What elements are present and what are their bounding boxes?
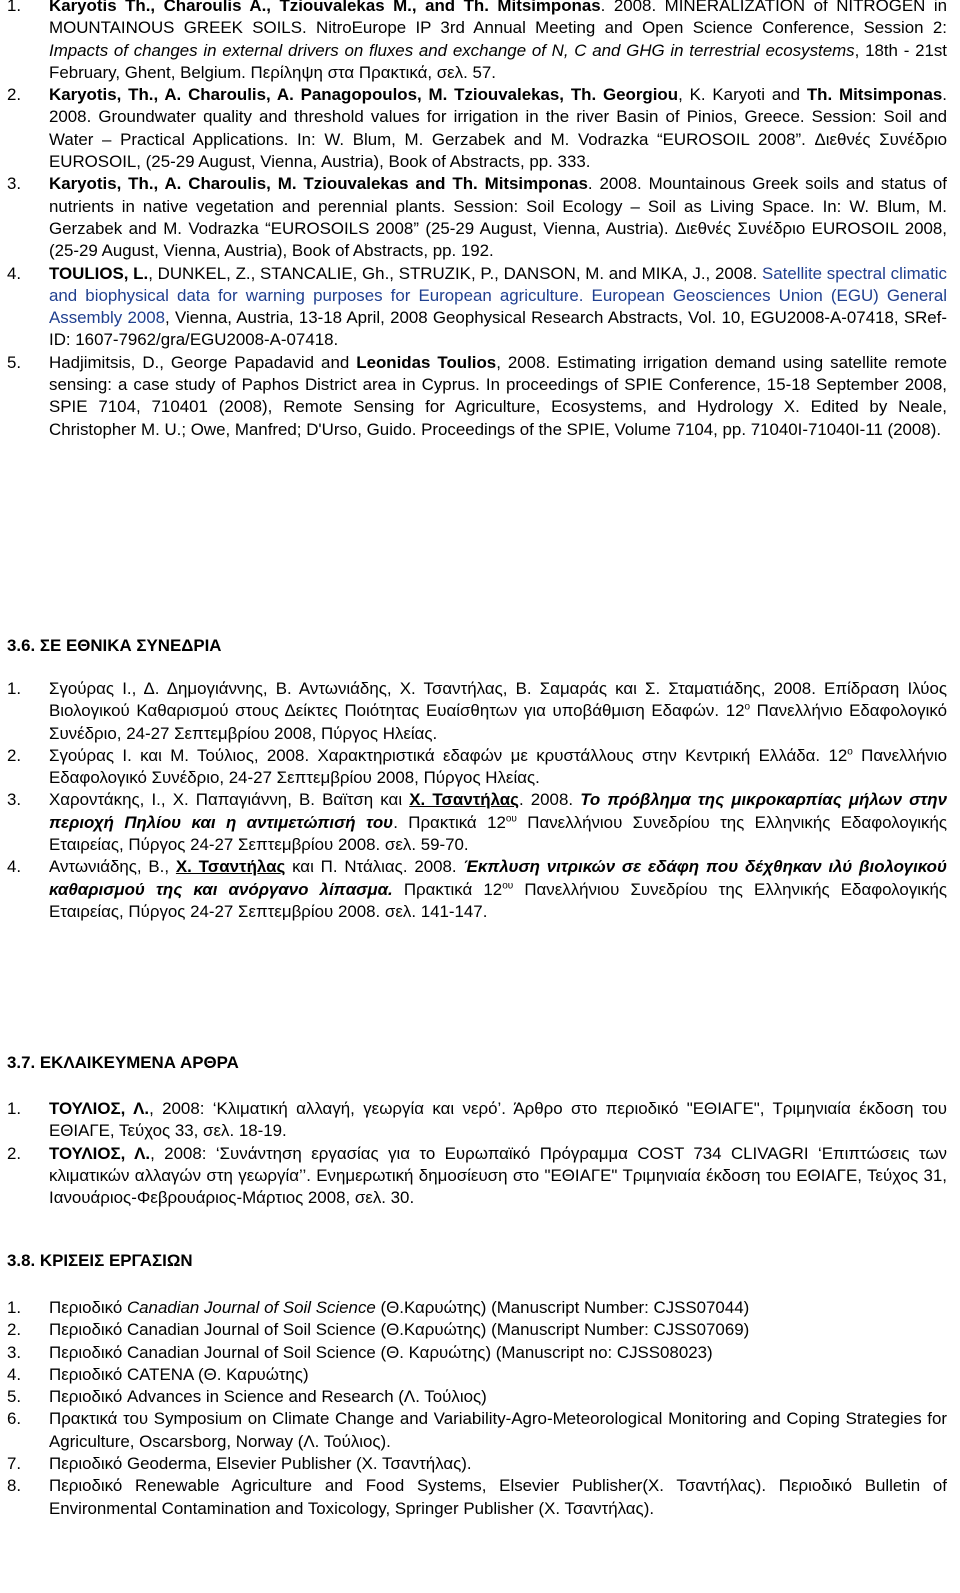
superscript: ο: [744, 701, 751, 713]
list-item: [7, 789, 947, 856]
item-number: 6.: [7, 1409, 22, 1429]
item-year: και Π. Ντάλιας. 2008.: [285, 857, 464, 877]
list-item: [7, 1342, 947, 1364]
item-details: , 2008: ‘Συνάντηση εργασίας για το Ευρωπαϊκό Πρόγραμμα COST 734 CLIVAGRI ‘Επιπτώσεις των κλιματικών αλλαγών στη γεωργία’’. Ενημερωτική δημοσίευση στο "ΕΘΙΑΓΕ" Τριμηνιαία έκδοση του ΕΘΙΑΓΕ, Τεύχος 31, Ιανουάριος-Φεβρουάριος-Μάρτιος 2008, σελ. 30.: [49, 1143, 947, 1208]
item-author: ΤΟΥΛΙΟΣ, Λ.: [49, 1143, 151, 1163]
reviews-list: [7, 1297, 947, 1520]
item-text: Περιοδικό Advances in Science and Research (Λ. Τούλιος): [49, 1387, 487, 1407]
item-title: Satellite spectral climatic and biophysical data for warning purposes for European agriculture.: [49, 263, 947, 305]
item-text: Περιοδικό CATENA (Θ. Καρυώτης): [49, 1364, 309, 1384]
item-venue: Πρακτικά 12: [392, 879, 503, 899]
item-title: Το πρόβλημα της μικροκαρπίας μήλων στην περιοχή Πηλίου και η αντιμετώπισή του: [49, 790, 947, 832]
item-number: 8.: [7, 1476, 22, 1496]
list-item: [7, 84, 947, 173]
list-item: [7, 352, 947, 441]
list-item: [7, 1475, 947, 1520]
item-authors: Χαροντάκης, Ι., Χ. Παπαγιάννη, Β. Βαϊτση και: [49, 790, 410, 810]
item-authors-bold: Th. Mitsimponas: [806, 85, 943, 105]
item-number: 1.: [7, 1298, 22, 1317]
list-item: [7, 856, 947, 923]
item-venue: European Geosciences Union (EGU) General Assembly 2008: [49, 285, 947, 328]
item-number: 3.: [7, 1342, 22, 1362]
item-authors-more: , K. Karyoti and: [678, 85, 807, 105]
item-year: . 2008.: [518, 790, 581, 810]
list-item: [7, 745, 947, 790]
item-authors: Karyotis, Th., A. Charoulis, A. Panagopoulos, M. Tziouvalekas, Th. Georgiou: [49, 85, 679, 105]
superscript: ου: [505, 813, 517, 825]
item-details: , 2008. Estimating irrigation demand using satellite remote sensing: a case study of Paphos District area in Cyprus. In proceedings of SPIE Conference, 15-18 September 2008, SPIE 7104, 710401 (2008), Remote Sensing for Agriculture, Ecosystems, and Hydrology X. Edited by Neale, Christopher M. U.; Owe, Manfred; D'Urso, Guido. Proceedings of the SPIE, Volume 7104, pp. 71040I-71040I-11 (2008).: [49, 352, 947, 439]
item-text: Περιοδικό Renewable Agriculture and Food Systems, Elsevier Publisher(Χ. Τσαντήλας). Περιοδικό Bulletin of Environmental Contamination and Toxicology, Springer Publisher (Χ. Τσαντήλας).: [49, 1476, 947, 1518]
item-author: ΤΟΥΛΙΟΣ, Λ.: [49, 1099, 150, 1118]
item-session-title: Impacts of changes in external drivers on fluxes and exchange of N, C and GHG in terrestrial ecosystems: [49, 40, 855, 60]
item-venue-details: , Vienna, Austria, 13-18 April, 2008 Geophysical Research Abstracts, Vol. 10, EGU2008-A-07418, SRef-ID: 1607-7962/gra/EGU2008-A-07418.: [49, 308, 948, 350]
item-journal: Canadian Journal of Soil Science: [126, 1298, 376, 1317]
list-item: [7, 1386, 947, 1408]
item-venue: NitroEurope IP 3rd Annual Meeting and Open Science Conference, Session 2:: [316, 18, 947, 38]
item-number: 2.: [7, 85, 22, 105]
item-title: MINERALIZATION of NITROGEN in MOUNTAINOUS GREEK SOILS.: [49, 0, 947, 38]
item-number: 3.: [7, 790, 22, 810]
item-venue-details: Πανελλήνιου Συνεδρίου της Ελληνικής Εδαφολογικής Εταιρείας, Πύργος 24-27 Σεπτεμβρίου 2008. σελ. 59-70.: [49, 812, 948, 855]
item-authors: Karyotis Th., Charoulis A., Tziouvalekas M., and Th. Mitsimponas: [49, 0, 601, 15]
list-item: [7, 173, 947, 262]
intl-conference-list: [7, 0, 947, 441]
national-conference-list: [7, 678, 947, 923]
item-venue-details: , 18th - 21st February, Ghent, Belgium. Περίληψη στα Πρακτικά, σελ. 57.: [49, 40, 947, 82]
item-number: 5.: [7, 1387, 22, 1407]
item-number: 4.: [7, 1364, 22, 1384]
list-item: [7, 1364, 947, 1386]
item-authors: Hadjimitsis, D., George Papadavid and: [49, 352, 357, 372]
item-text: Πρακτικά του Symposium on Climate Change and Variability-Agro-Meteorological Monitoring and Coping Strategies for Agriculture, Oscarsborg, Norway (Λ. Τούλιος).: [49, 1409, 947, 1451]
superscript: ο: [847, 746, 853, 758]
item-text-end: (Θ.Καρυώτης) (Manuscript Number: CJSS07044): [375, 1298, 750, 1317]
item-text: Περιοδικό Canadian Journal of Soil Science (Θ. Καρυώτης) (Manuscript no: CJSS08023): [49, 1342, 713, 1362]
item-authors: Αντωνιάδης, Β.,: [49, 857, 176, 877]
item-number: 1.: [7, 679, 22, 698]
item-number: 4.: [7, 263, 22, 283]
list-item: [7, 1297, 947, 1319]
list-item: [7, 1098, 947, 1143]
item-author-bold: TOULIOS, L.: [49, 263, 149, 283]
item-number: 7.: [7, 1454, 22, 1474]
item-text: Περιοδικό: [49, 1298, 127, 1317]
item-number: 5.: [7, 352, 22, 372]
section-heading: 3.8. ΚΡΙΣΕΙΣ ΕΡΓΑΣΙΩΝ: [7, 1251, 193, 1270]
list-item: [7, 1143, 947, 1210]
item-year: . 2008.: [600, 0, 657, 15]
list-item: [7, 1453, 947, 1475]
item-venue: . Πρακτικά 12: [393, 812, 506, 832]
item-title: Έκπλυση νιτρικών σε εδάφη που δέχθηκαν ιλύ βιολογικού καθαρισμού της και ανόργανο λίπασμα.: [49, 857, 947, 899]
item-text: Περιοδικό Geoderma, Elsevier Publisher (Χ. Τσαντήλας).: [49, 1454, 472, 1474]
item-authors: , DUNKEL, Z., STANCALIE, Gh., STRUZIK, P., DANSON, M. and MIKA, J., 2008.: [148, 263, 758, 283]
item-authors: Karyotis, Th., A. Charoulis, M. Tziouvalekas and Th. Mitsimponas: [49, 174, 588, 194]
item-venue-details: Πανελλήνιου Συνεδρίου της Ελληνικής Εδαφολογικής Εταιρείας, Πύργος 24-27 Σεπτεμβρίου 2008. σελ. 141-147.: [49, 879, 947, 921]
item-author-underlined: Χ. Τσαντήλας: [409, 790, 519, 810]
item-details: , 2008: ‘Κλιματική αλλαγή, γεωργία και νερό’. Άρθρο στο περιοδικό "ΕΘΙΑΓΕ", Τριμηνιαία έκδοση του ΕΘΙΑΓΕ, Τεύχος 33, σελ. 18-19.: [49, 1099, 947, 1141]
item-number: 2.: [7, 1320, 22, 1340]
list-item: [7, 1319, 947, 1341]
item-number: 3.: [7, 174, 22, 194]
list-item: [7, 678, 947, 745]
item-author-underlined: Χ. Τσαντήλας: [175, 857, 286, 877]
item-text-end: Πανελλήνιο Εδαφολογικό Συνέδριο, 24-27 Σεπτεμβρίου 2008, Πύργος Ηλείας.: [49, 745, 947, 788]
item-number: 1.: [7, 1099, 22, 1118]
item-number: 2.: [7, 1143, 22, 1163]
superscript: ου: [502, 880, 514, 892]
list-item: [7, 263, 947, 352]
item-number: 1.: [7, 0, 22, 15]
section-heading: 3.7. ΕΚΛΑΙΚΕΥΜΕΝΑ ΑΡΘΡΑ: [7, 1053, 239, 1072]
item-author-bold: Leonidas Toulios: [356, 352, 497, 372]
list-item: [7, 1408, 947, 1453]
item-details: . 2008. Mountainous Greek soils and status of nutrients in native vegetation and perennial plants. Session: Soil Ecology – Soil as Living Space. In: W. Blum, M. Gerzabek and M. Vodrazka “EUROSOILS 2008” (25-29 August, Vienna, Austria). Διεθνές Συνέδριο EUROSOIL 2008, (25-29 August, Vienna, Austria), Book of Abstracts, pp. 192.: [49, 174, 947, 261]
item-details: . 2008. Groundwater quality and threshold values for irrigation in the river Basin of Pinios, Greece. Session: Soil and Water – Practical Applications. In: W. Blum, M. Gerzabek and M. Vodrazka “EUROSOIL 2008”. Διεθνές Συνέδριο EUROSOIL, (25-29 August, Vienna, Austria), Book of Abstracts, pp. 333.: [49, 85, 947, 172]
item-text-end: Πανελλήνιο Εδαφολογικό Συνέδριο, 24-27 Σεπτεμβρίου 2008, Πύργος Ηλείας.: [49, 701, 947, 743]
popular-articles-list: [7, 1098, 947, 1209]
item-number: 2.: [7, 745, 22, 765]
item-text: Σγούρας Ι., Δ. Δημογιάννης, Β. Αντωνιάδης, Χ. Τσαντήλας, Β. Σαμαράς και Σ. Σταματιάδης, 2008. Επίδραση Ιλύος Βιολογικού Καθαρισμού στους Δείκτες Ποιότητας Ευαίσθητων για υποβάθμιση Εδαφών. 12: [49, 679, 947, 721]
item-number: 4.: [7, 857, 22, 877]
section-heading: 3.6. ΣΕ ΕΘΝΙΚΑ ΣΥΝΕΔΡΙΑ: [7, 636, 222, 655]
item-text: Σγούρας Ι. και Μ. Τούλιος, 2008. Χαρακτηριστικά εδαφών με κρυστάλλους στην Κεντρική Ελλάδα. 12: [49, 745, 848, 765]
item-text: Περιοδικό Canadian Journal of Soil Science (Θ.Καρυώτης) (Manuscript Number: CJSS07069): [49, 1320, 750, 1340]
list-item: [7, 0, 947, 84]
